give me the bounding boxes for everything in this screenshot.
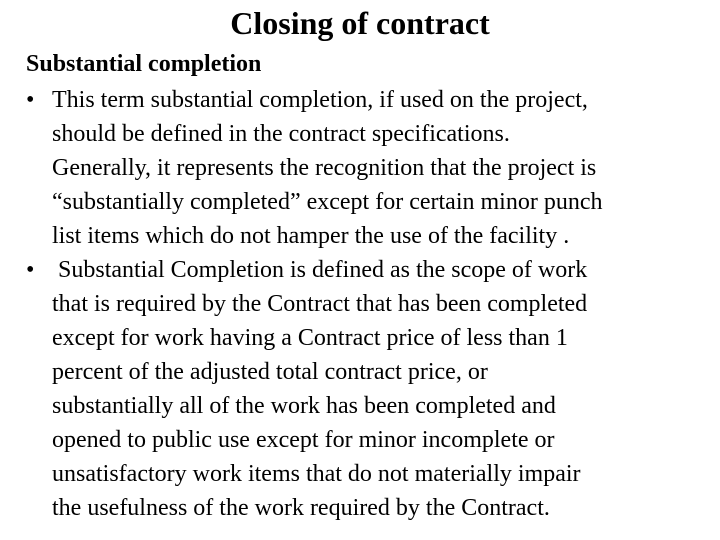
section-heading: Substantial completion (26, 51, 262, 77)
bullet-line: the usefulness of the work required by the Contract. (52, 495, 550, 521)
bullet-line: Generally, it represents the recognition that the project is (52, 155, 597, 181)
bullet-line: “substantially completed” except for certain minor punch (52, 189, 603, 215)
bullet-icon: • (26, 87, 35, 113)
bullet-line: except for work having a Contract price of less than 1 (52, 325, 568, 351)
bullet-line: percent of the adjusted total contract price, or (52, 359, 488, 385)
slide-title: Closing of contract (230, 5, 490, 41)
bullet-line: should be defined in the contract specifications. (52, 121, 510, 147)
bullet-line: Substantial Completion is defined as the scope of work (52, 257, 588, 283)
bullet-line: that is required by the Contract that has been completed (52, 291, 588, 317)
bullet-line: list items which do not hamper the use of the facility . (52, 223, 570, 249)
bullet-line: opened to public use except for minor incomplete or (52, 427, 555, 453)
bullet-icon: • (26, 257, 35, 283)
bullet-item (26, 83, 706, 253)
bullet-item (26, 253, 706, 525)
bullet-line: unsatisfactory work items that do not materially impair (52, 461, 581, 487)
bullet-line: This term substantial completion, if used on the project, (52, 87, 588, 113)
bullet-line: substantially all of the work has been completed and (52, 393, 556, 419)
bullet-list (26, 83, 706, 525)
